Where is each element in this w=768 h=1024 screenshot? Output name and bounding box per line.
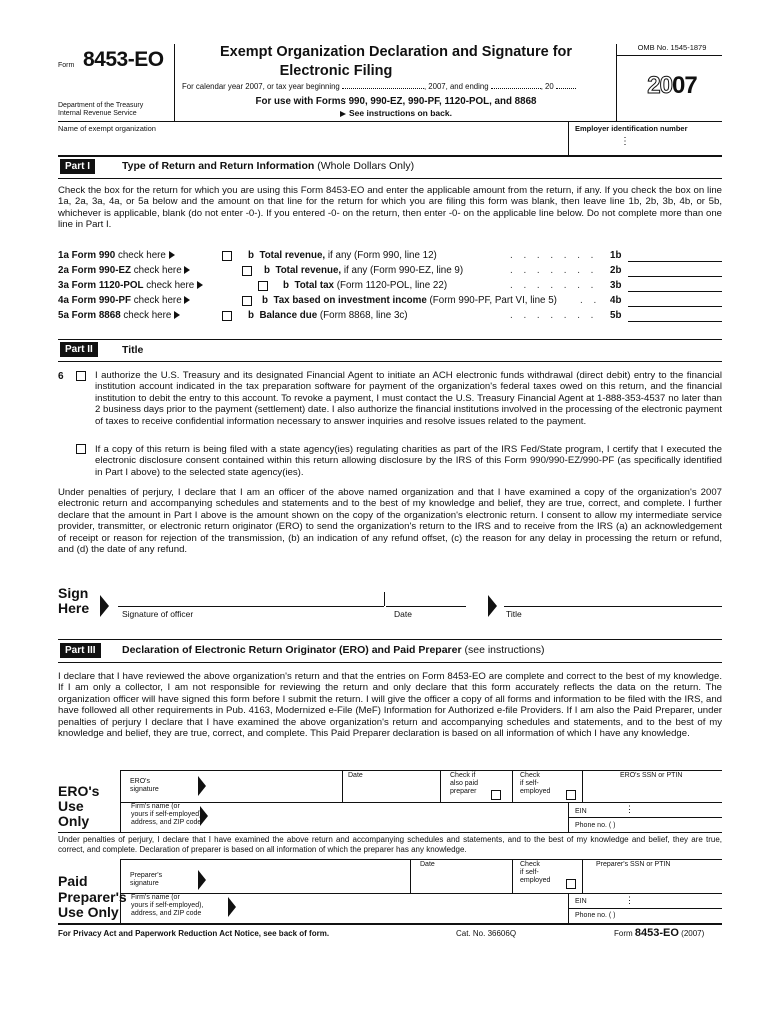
form-type-checkbox[interactable]: [258, 281, 268, 291]
arrow-right-icon: [340, 111, 346, 117]
title-label: Title: [506, 609, 522, 619]
state-filing-text: If a copy of this return is being filed with a state agency(ies) regulating charities as part of the IRS Fed/State program, I certify that I executed the electronic disclosure consent contained within this return allowing disclosure by the IRS of this Form 990/990-EZ/990-PF (as specifically identified in Part I above) to the selected state agency(ies).: [95, 444, 722, 478]
officer-title-field[interactable]: [504, 592, 722, 607]
ero-ssn-label: ERO's SSN or PTIN: [620, 772, 683, 779]
irs-label: Internal Revenue Service: [58, 110, 137, 117]
amount-field[interactable]: [628, 250, 722, 262]
line-a-label: 2a Form 990-EZ check here: [58, 265, 190, 276]
see-instructions-row: [176, 108, 616, 118]
cat-number: Cat. No. 36606Q: [456, 929, 517, 938]
ero-sig-arrow-icon: [198, 776, 206, 796]
state-filing-checkbox[interactable]: [76, 444, 86, 454]
prep-phone-label: Phone no. ( ): [575, 912, 616, 919]
leader-dots: . . . . . . .: [510, 310, 598, 321]
part3-title-suffix: (see instructions): [464, 644, 545, 656]
ero-self-employed-checkbox[interactable]: [566, 790, 576, 800]
officer-date-field[interactable]: [386, 592, 466, 607]
part3-title-wrap: [122, 644, 544, 656]
form-type-checkbox[interactable]: [242, 296, 252, 306]
line-ref: 5b: [610, 310, 622, 321]
amount-field[interactable]: [628, 265, 722, 277]
ero-ein-label: EIN: [575, 808, 587, 815]
ach-authorize-text: I authorize the U.S. Treasury and its designated Financial Agent to initiate an ACH electronic funds withdrawal (direct debit) entry to the financial institution account indicated in the tax preparation software for payment of the organization's federal taxes owed on this return, and the financial institution to debit the entry to this account. To revoke a payment, I must contact the U.S. Treasury Financial Agent at 1-888-353-4537 no later than 2 business days prior to the payment (settlement) date. I also authorize the financial institutions involved in the processing of the electronic payment of taxes to receive confidential information necessary to answer inquiries and resolve issues related to the payment.: [95, 370, 722, 427]
line-a-label: 1a Form 990 check here: [58, 250, 175, 261]
org-name-field[interactable]: [58, 134, 566, 152]
title-arrow-icon: [488, 595, 497, 617]
leader-dots: . . . . . . .: [510, 280, 598, 291]
prep-firm-label: Firm's name (or yours if self-employed), address, and ZIP code: [131, 894, 204, 917]
form-type-checkbox[interactable]: [242, 266, 252, 276]
form-title-line1: Exempt Organization Declaration and Signature for: [219, 44, 573, 60]
preparer-signature-field[interactable]: [210, 861, 408, 893]
form-type-checkbox[interactable]: [222, 251, 232, 261]
tax-year-end-field[interactable]: [491, 88, 541, 89]
ero-sig-label: ERO's signature: [130, 778, 159, 793]
line-ref: 1b: [610, 250, 622, 261]
also-paid-preparer-checkbox[interactable]: [491, 790, 501, 800]
form-number: 8453-EO: [83, 48, 164, 71]
ero-firm-field[interactable]: [212, 804, 566, 832]
part3-label: Part III: [60, 643, 101, 658]
year-outline: 20: [647, 72, 672, 99]
line-a-label: 3a Form 1120-POL check here: [58, 280, 203, 291]
form-type-checkbox[interactable]: [222, 311, 232, 321]
part1-title-wrap: [122, 160, 414, 172]
date-label: Date: [394, 609, 412, 619]
part1-title-suffix: (Whole Dollars Only): [317, 160, 415, 172]
amount-field[interactable]: [628, 310, 722, 322]
line-b-label: b Total tax (Form 1120-POL, line 22): [283, 280, 448, 291]
check-self-label: Check if self- employed: [520, 772, 551, 795]
here-word: Here: [58, 600, 90, 616]
calendar-year-row: [182, 82, 612, 94]
preparer-perjury-text: Under penalties of perjury, I declare that I have examined the above return and accompanying schedules and statements, and to the best of my knowledge and belief, they are true, correct, and complete. Declaration of preparer is based on all information of which the preparer has any knowledge.: [58, 835, 722, 854]
form-word: Form: [58, 62, 75, 69]
ein-label: Employer identification number: [575, 124, 688, 133]
part1-line-4: [58, 295, 722, 309]
omb-number: OMB No. 1545-1879: [637, 43, 707, 52]
line-ref: 4b: [610, 295, 622, 306]
prep-date-label: Date: [420, 861, 435, 868]
part2-label: Part II: [60, 342, 98, 357]
org-name-label: Name of exempt organization: [58, 124, 156, 133]
arrow-right-icon: [174, 311, 180, 319]
prep-sig-arrow-icon: [198, 870, 206, 890]
part1-line-5: [58, 310, 722, 324]
part1-line-1: [58, 250, 722, 264]
prep-check-self-label: Check if self- employed: [520, 861, 551, 884]
ach-authorize-checkbox[interactable]: [76, 371, 86, 381]
line-ref: 3b: [610, 280, 622, 291]
year-bold: 07: [672, 72, 697, 99]
part1-line-3: [58, 280, 722, 294]
prep-ssn-label: Preparer's SSN or PTIN: [596, 861, 671, 868]
ero-firm-arrow-icon: [200, 806, 208, 826]
sign-here-label: [58, 586, 89, 616]
sig-officer-label: Signature of officer: [122, 609, 194, 619]
footer-form: Form 8453-EO (2007): [614, 927, 705, 939]
tax-year-begin-field[interactable]: [342, 88, 424, 89]
leader-dots: . .: [580, 295, 601, 306]
line-a-label: 5a Form 8868 check here: [58, 310, 180, 321]
ero-signature-field[interactable]: [210, 772, 340, 802]
ero-declaration-text: I declare that I have reviewed the above organization's return and that the entries on Form 8453-EO are complete and correct to the best of my knowledge. If I am only a collector, I am not responsible for reviewing the return and only declare that this form accurately reflects the data on the return. The organization officer will have signed this form before I submit the return. I will give the officer a copy of all forms and information to be filed with the IRS, and have followed all other requirements in Pub. 4163, Modernized e-File (MeF) Information for Authorized e-file Providers. If I am also the Paid Preparer, under penalties of perjury I declare that I have examined the above organization's return and accompanying schedules and statements, and to the best of my knowledge and belief, they are true, correct, and complete. This Paid Preparer declaration is based on all information of which I have any knowledge.: [58, 671, 722, 740]
tax-year-end-yr-field[interactable]: [556, 88, 576, 89]
form-title-line2: Electronic Filing: [279, 63, 393, 79]
part1-line-2: [58, 265, 722, 279]
only-word: Only: [58, 813, 90, 829]
paid-word: Paid: [58, 873, 88, 889]
see-instructions: See instructions on back.: [349, 108, 452, 118]
officer-signature-field[interactable]: [118, 592, 384, 607]
leader-dots: . . . . . . .: [510, 250, 598, 261]
line-a-label: 4a Form 990-PF check here: [58, 295, 190, 306]
amount-field[interactable]: [628, 295, 722, 307]
arrow-right-icon: [169, 251, 175, 259]
part1-intro: Check the box for the return for which you are using this Form 8453-EO and enter the applicable amount from the return, if any. If you check the box on line 1a, 2a, 3a, 4a, or 5a below and the amount on that line for the return for which you are filing this form was blank, then leave line 1b, 2b, 3b, 4b, or 5b, whichever is applicable, blank (do not enter -0-). If you entered -0- on the return, then enter -0- on the applicable line below. Do not complete more than one line in Part I.: [58, 185, 722, 231]
line-b-label: b Balance due (Form 8868, line 3c): [248, 310, 408, 321]
ein-field[interactable]: ⋮: [620, 136, 630, 147]
line-b-label: b Tax based on investment income (Form 990-PF, Part VI, line 5): [262, 295, 557, 306]
dept-treasury: Department of the Treasury: [58, 102, 144, 109]
part1-title: Type of Return and Return Information: [122, 160, 315, 172]
officer-perjury-text: Under penalties of perjury, I declare that I am an officer of the above named organization and that I have examined a copy of the organization's 2007 electronic return and accompanying schedules and statements and to the best of my knowledge and belief, they are true, correct, and complete. I further declare that the amount in Part I above is the amount shown on the copy of the organization's electronic return. I consent to allow my intermediate service provider, transmitter, or electronic return originator (ERO) to send the organization's return to the IRS and to receive from the IRS (a) an acknowledgement of receipt or reason for rejection of the transmission, (b) an indication of any refund offset, (c) the reason for any delay in processing the return or refund, and (d) the date of any refund.: [58, 487, 722, 556]
arrow-right-icon: [197, 281, 203, 289]
ero-date-label: Date: [348, 772, 363, 779]
prep-sig-label: Preparer's signature: [130, 872, 163, 887]
use-for-forms: For use with Forms 990, 990-EZ, 990-PF, 1120-POL, and 8868: [255, 96, 537, 107]
prep-ein-label: EIN: [575, 898, 587, 905]
arrow-right-icon: [184, 296, 190, 304]
arrow-right-icon: [184, 266, 190, 274]
preparer-ein-field[interactable]: ⋮: [625, 895, 634, 905]
line6-number: 6: [58, 371, 64, 382]
ero-phone-label: Phone no. ( ): [575, 822, 616, 829]
part2-title: Title: [122, 344, 144, 356]
ero-ein-field[interactable]: ⋮: [625, 804, 634, 814]
sign-arrow-icon: [100, 595, 109, 617]
part3-title: Declaration of Electronic Return Originator (ERO) and Paid Preparer: [122, 644, 462, 656]
leader-dots: . . . . . . .: [510, 265, 598, 276]
line-b-label: b Total revenue, if any (Form 990-EZ, line 9): [264, 265, 464, 276]
calendar-end: , 20: [540, 82, 554, 91]
calendar-text: For calendar year 2007, or tax year beginning: [182, 82, 340, 91]
sign-word: Sign: [58, 585, 89, 601]
part1-label: Part I: [60, 159, 95, 174]
use-only-word: Use Only: [58, 904, 119, 920]
check-paid-label: Check if also paid preparer: [450, 772, 479, 795]
preparer-ssn-field[interactable]: [584, 871, 722, 893]
ero-ssn-field[interactable]: [584, 782, 722, 802]
preparers-word: Preparer's: [58, 888, 127, 905]
preparer-self-employed-checkbox[interactable]: [566, 879, 576, 889]
prep-firm-arrow-icon: [228, 897, 236, 917]
tax-year: [622, 72, 722, 100]
ero-firm-label: Firm's name (or yours if self-employed), address, and ZIP code: [131, 803, 204, 826]
privacy-notice: For Privacy Act and Paperwork Reduction Act Notice, see back of form.: [58, 929, 330, 938]
paid-preparer-label: [58, 874, 127, 921]
ero-word: ERO's: [58, 783, 100, 799]
calendar-mid: , 2007, and ending: [423, 82, 489, 91]
use-word: Use: [58, 798, 84, 814]
line-b-label: b Total revenue, if any (Form 990, line 12): [248, 250, 437, 261]
line-ref: 2b: [610, 265, 622, 276]
preparer-firm-field[interactable]: [240, 895, 566, 923]
amount-field[interactable]: [628, 280, 722, 292]
ero-use-only-label: [58, 784, 99, 829]
